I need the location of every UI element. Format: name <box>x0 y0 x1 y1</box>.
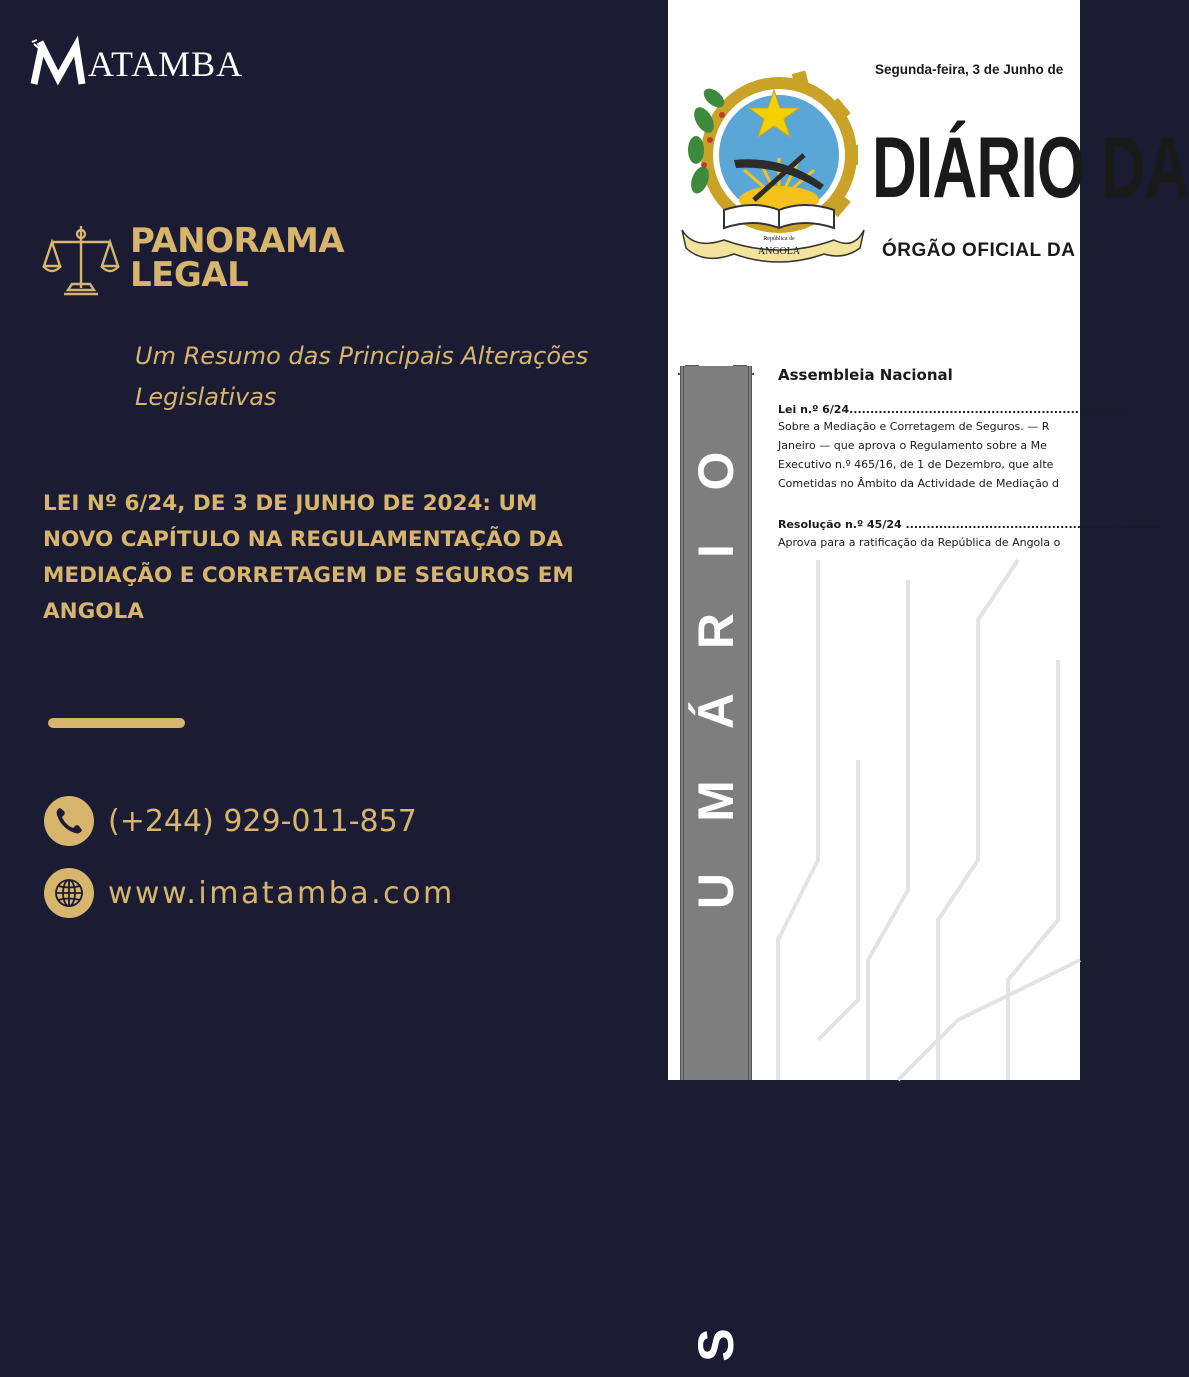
document-entry: Resolução n.º 45/24 .............................................................. <box>778 518 1165 531</box>
angola-emblem-icon <box>674 60 864 265</box>
sumario-sidebar <box>680 366 752 1362</box>
divider <box>48 718 185 728</box>
headline-line: LEI Nº 6/24, DE 3 DE JUNHO DE 2024: UM <box>43 491 538 516</box>
brand-name: ATAMBA <box>88 44 244 84</box>
sidebar-letter: U <box>688 872 744 910</box>
decorative-lines <box>758 560 1080 1080</box>
heading-line-1: PANORAMA <box>130 221 345 261</box>
sidebar-letter: S <box>688 1328 744 1362</box>
heading-line-2: LEGAL <box>130 255 249 295</box>
subtitle-line-2: Legislativas <box>135 383 277 411</box>
scales-of-justice-icon <box>42 220 120 298</box>
document-entry: Executivo n.º 465/16, de 1 de Dezembro, que alte <box>778 458 1054 471</box>
document-title: DIÁRIO DA <box>872 120 1189 216</box>
sidebar-letter: M <box>688 780 744 822</box>
headline-line: MEDIAÇÃO E CORRETAGEM DE SEGUROS EM <box>43 563 574 588</box>
document-entry: Cometidas no Âmbito da Actividade de Mediação d <box>778 477 1060 490</box>
sidebar-letter: O <box>688 451 744 491</box>
globe-icon <box>44 868 94 918</box>
emblem-label: ANGOLA <box>757 246 801 257</box>
headline-line: NOVO CAPÍTULO NA REGULAMENTAÇÃO DA <box>43 527 563 552</box>
document-preview <box>668 0 1189 1362</box>
document-entry: Aprova para a ratificação da República de Angola o <box>778 536 1061 549</box>
sidebar-letter: R <box>688 612 744 650</box>
page-heading <box>130 221 345 295</box>
left-panel <box>0 0 668 1080</box>
sidebar-letter: Á <box>688 692 744 730</box>
brand-logo[interactable] <box>32 36 243 86</box>
document-entry: Lei n.º 6/24........................................................................... <box>778 403 1163 416</box>
logo-monogram <box>32 40 88 86</box>
section-title: Assembleia Nacional <box>778 366 953 384</box>
phone-icon <box>44 796 94 846</box>
headline-line: ANGOLA <box>43 599 144 624</box>
website-contact[interactable] <box>44 868 455 918</box>
phone-contact[interactable] <box>44 796 417 846</box>
article-headline <box>43 486 643 630</box>
document-entry: Sobre a Mediação e Corretagem de Seguros. — R <box>778 420 1050 433</box>
document-date: Segunda-feira, 3 de Junho de <box>875 62 1064 77</box>
page-subtitle <box>135 336 655 418</box>
website-link[interactable]: www.imatamba.com <box>108 875 455 911</box>
phone-number[interactable]: (+244) 929-011-857 <box>108 803 417 839</box>
document-entry: Janeiro — que aprova o Regulamento sobre a Me <box>778 439 1047 452</box>
emblem-small-label: República de <box>763 236 795 242</box>
subtitle-line-1: Um Resumo das Principais Alterações <box>135 342 589 370</box>
document-subtitle: ÓRGÃO OFICIAL DA <box>882 240 1076 261</box>
sidebar-letter: I <box>688 544 744 558</box>
